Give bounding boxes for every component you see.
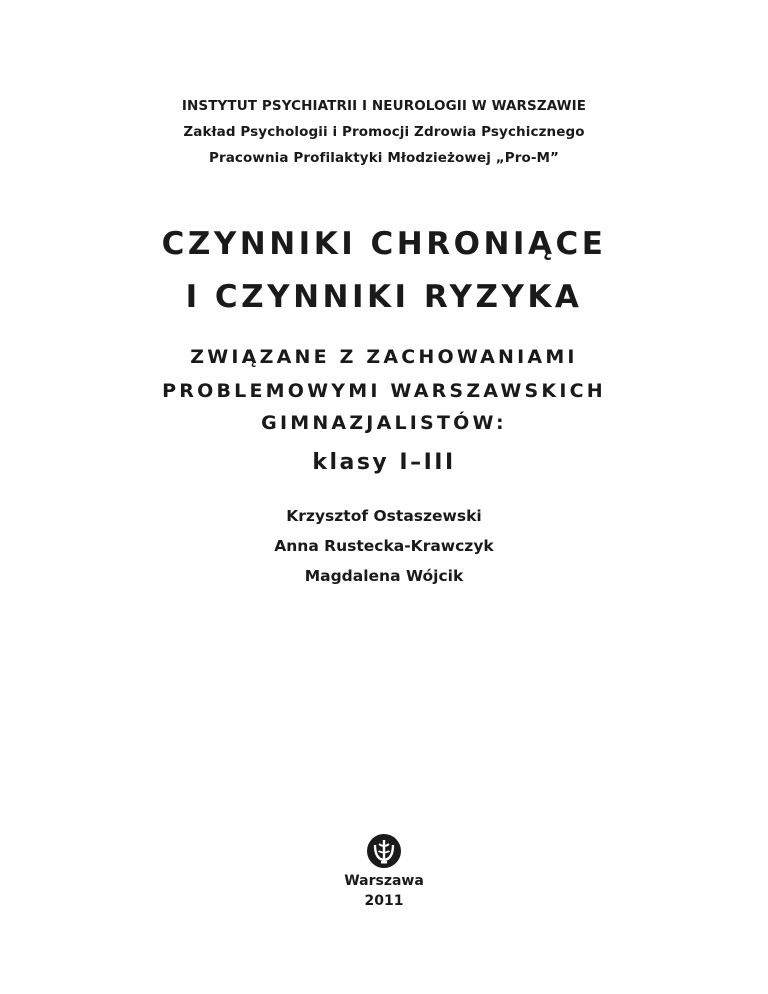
lab-name: Pracownia Profilaktyki Młodzieżowej „Pro-M” [208,150,560,166]
imprint-city: Warszawa [344,873,424,889]
institution-name: INSTYTUT PSYCHIATRII I NEUROLOGII W WARSZAWIE [181,98,587,114]
subtitle-line-3: GIMNAZJALISTÓW: [261,412,507,434]
subtitle-line-2: PROBLEMOWYMI WARSZAWSKICH [162,380,606,402]
subtitle-line-1: ZWIĄZANE Z ZACHOWANIAMI [190,346,578,368]
main-title-line-2: I CZYNNIKI RYZYKA [185,279,583,315]
author-3: Magdalena Wójcik [304,567,464,585]
department-name: Zakład Psychologii i Promocji Zdrowia Psychicznego [183,124,585,140]
imprint-year: 2011 [364,893,404,909]
grades-label: klasy I–III [312,450,456,475]
author-2: Anna Rustecka-Krawczyk [274,537,494,555]
institute-emblem-icon [366,833,402,869]
main-title-line-1: CZYNNIKI CHRONIĄCE [161,226,607,262]
author-1: Krzysztof Ostaszewski [286,507,482,525]
